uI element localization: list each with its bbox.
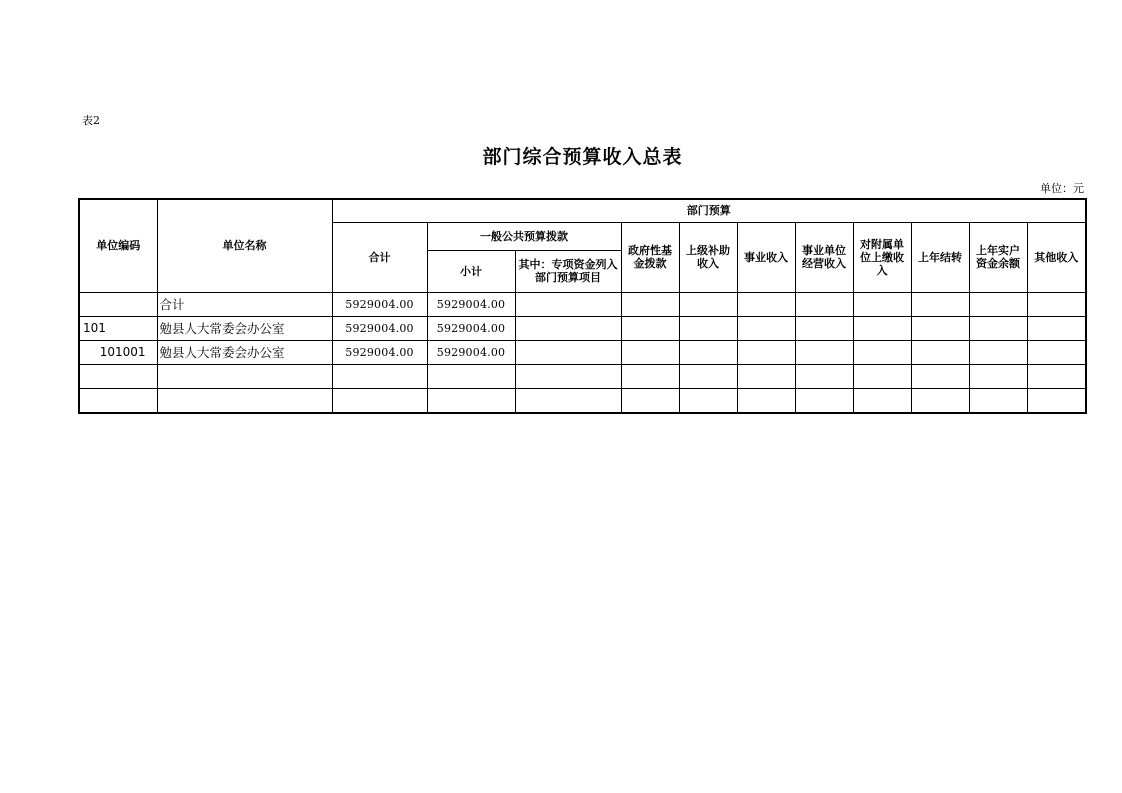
header-total: 合计 xyxy=(332,222,427,292)
header-superior-subsidy: 上级补助收入 xyxy=(679,222,737,292)
table-row xyxy=(79,316,1086,340)
table-number: 表2 xyxy=(82,114,100,127)
cell-code xyxy=(79,388,157,413)
table-row xyxy=(79,292,1086,316)
header-affiliated-units: 对附属单位上缴收入 xyxy=(853,222,911,292)
table-row xyxy=(79,388,1086,413)
header-department-budget: 部门预算 xyxy=(332,199,1086,222)
cell-code: 101 xyxy=(79,316,157,340)
header-special-fund: 其中：专项资金列入部门预算项目 xyxy=(515,250,621,292)
cell-subtotal: 5929004.00 xyxy=(427,292,515,316)
header-business-income: 事业收入 xyxy=(737,222,795,292)
cell-total: 5929004.00 xyxy=(332,340,427,364)
page-title: 部门综合预算收入总表 xyxy=(482,146,683,168)
cell-name: 勉县人大常委会办公室 xyxy=(157,316,332,340)
header-last-year-balance: 上年实户资金余额 xyxy=(969,222,1027,292)
header-business-unit-operating: 事业单位经营收入 xyxy=(795,222,853,292)
table-row xyxy=(79,364,1086,388)
cell-subtotal xyxy=(427,388,515,413)
header-general-public-budget: 一般公共预算拨款 xyxy=(427,222,621,250)
cell-code xyxy=(79,292,157,316)
cell-subtotal xyxy=(427,364,515,388)
header-gov-fund: 政府性基金拨款 xyxy=(621,222,679,292)
cell-name: 合计 xyxy=(157,292,332,316)
cell-name xyxy=(157,388,332,413)
cell-name xyxy=(157,364,332,388)
budget-revenue-table xyxy=(78,198,1087,414)
cell-code xyxy=(79,364,157,388)
header-last-year-carryover: 上年结转 xyxy=(911,222,969,292)
cell-subtotal: 5929004.00 xyxy=(427,316,515,340)
header-subtotal: 小计 xyxy=(427,250,515,292)
cell-total xyxy=(332,364,427,388)
cell-total xyxy=(332,388,427,413)
cell-total: 5929004.00 xyxy=(332,316,427,340)
header-unit-code: 单位编码 xyxy=(79,199,157,292)
unit-label: 单位：元 xyxy=(1040,182,1084,195)
cell-subtotal: 5929004.00 xyxy=(427,340,515,364)
table-row xyxy=(79,340,1086,364)
cell-code: 101001 xyxy=(79,340,157,364)
cell-name: 勉县人大常委会办公室 xyxy=(157,340,332,364)
header-unit-name: 单位名称 xyxy=(157,199,332,292)
header-other-income: 其他收入 xyxy=(1027,222,1086,292)
cell-total: 5929004.00 xyxy=(332,292,427,316)
